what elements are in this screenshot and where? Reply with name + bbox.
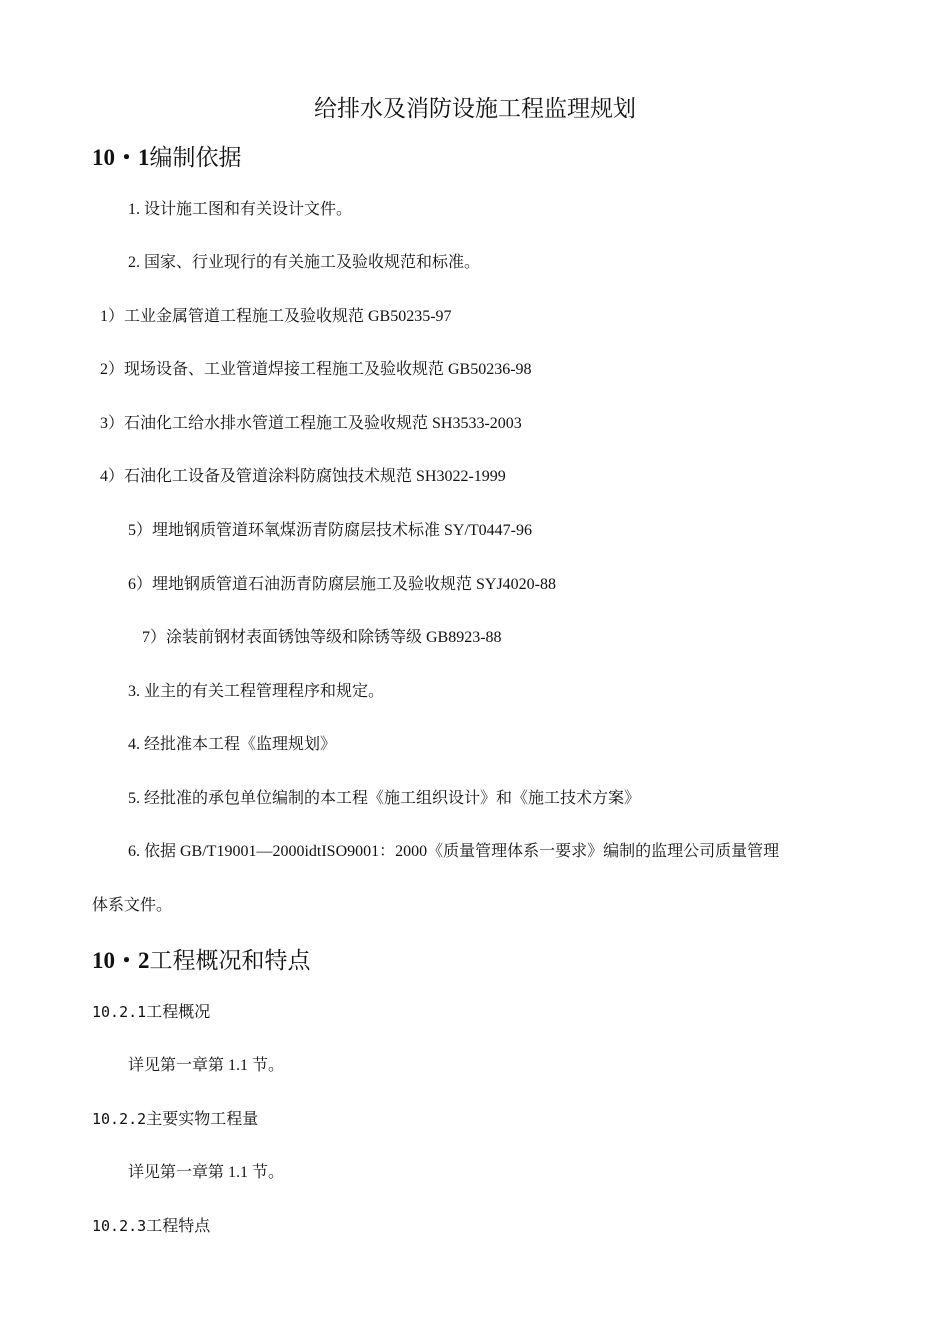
- basis-item-2: 2. 国家、行业现行的有关施工及验收规范和标准。: [128, 254, 481, 271]
- section-heading-10-2: [92, 946, 311, 976]
- basis-item-6: 6. 依据 GB/T19001—2000idtISO9001：2000《质量管理体系一要求》编制的监理公司质量管理: [128, 843, 780, 860]
- standard-item-1: 1）工业金属管道工程施工及验收规范 GB50235-97: [100, 308, 452, 325]
- subsection-number: 10.2.2: [92, 1110, 147, 1128]
- section-number: 10・1: [92, 145, 150, 170]
- standard-item-6: 6）埋地钢质管道石油沥青防腐层施工及验收规范 SYJ4020-88: [128, 576, 557, 593]
- subsection-heading-10-2-2: [92, 1108, 258, 1131]
- subsection-heading-10-2-1: [92, 1001, 210, 1024]
- standard-item-3: 3）石油化工给水排水管道工程施工及验收规范 SH3533-2003: [100, 415, 522, 432]
- subsection-number: 10.2.1: [92, 1003, 147, 1021]
- subsection-title: 工程特点: [146, 1218, 211, 1235]
- subsection-body: 详见第一章第 1.1 节。: [128, 1164, 285, 1181]
- basis-item-6-continuation: 体系文件。: [92, 897, 173, 914]
- subsection-number: 10.2.3: [92, 1217, 147, 1235]
- basis-item-4: 4. 经批准本工程《监理规划》: [128, 736, 337, 753]
- basis-item-1: 1. 设计施工图和有关设计文件。: [128, 201, 353, 218]
- subsection-body: 详见第一章第 1.1 节。: [128, 1057, 285, 1074]
- subsection-heading-10-2-3: [92, 1215, 210, 1238]
- document-title: 给排水及消防设施工程监理规划: [314, 96, 636, 121]
- subsection-title: 主要实物工程量: [146, 1111, 259, 1128]
- standard-item-7: 7）涂装前钢材表面锈蚀等级和除锈等级 GB8923-88: [142, 629, 502, 646]
- section-title: 工程概况和特点: [149, 948, 311, 973]
- basis-item-5: 5. 经批准的承包单位编制的本工程《施工组织设计》和《施工技术方案》: [128, 790, 641, 807]
- standard-item-4: 4）石油化工设备及管道涂料防腐蚀技术规范 SH3022-1999: [100, 468, 506, 485]
- section-number: 10・2: [92, 948, 150, 973]
- subsection-title: 工程概况: [146, 1004, 211, 1021]
- basis-item-3: 3. 业主的有关工程管理程序和规定。: [128, 683, 385, 700]
- standard-item-5: 5）埋地钢质管道环氧煤沥青防腐层技术标准 SY/T0447-96: [128, 522, 533, 539]
- section-heading-10-1: [92, 143, 242, 173]
- standard-item-2: 2）现场设备、工业管道焊接工程施工及验收规范 GB50236-98: [100, 361, 532, 378]
- section-title: 编制依据: [149, 145, 242, 170]
